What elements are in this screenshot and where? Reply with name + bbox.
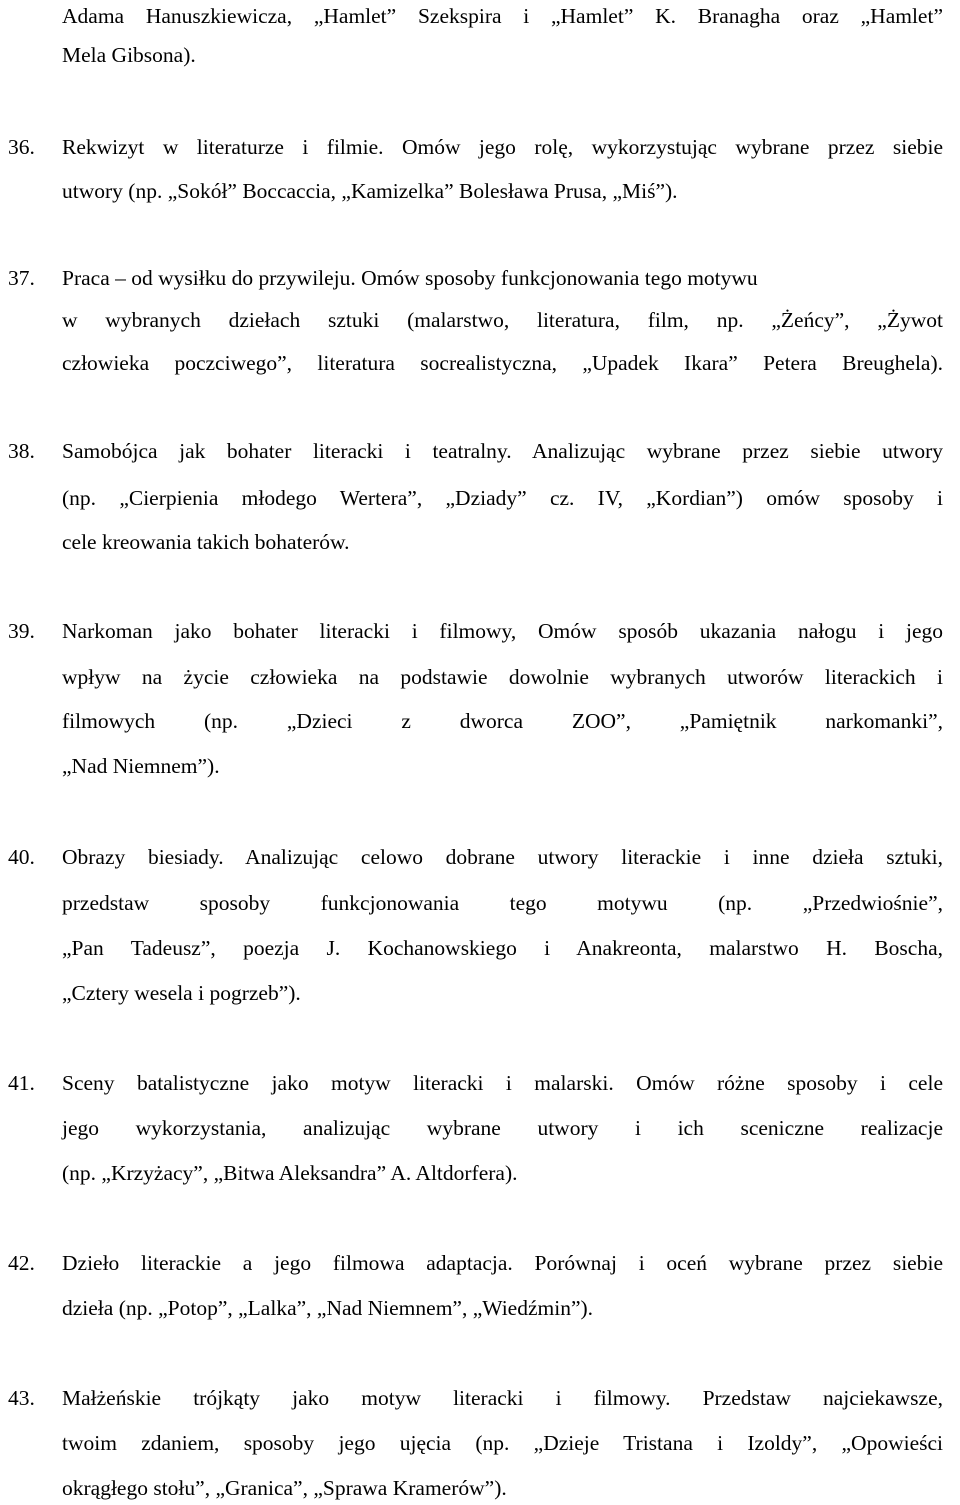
topic-line: twoim zdaniem, sposoby jego ujęcia (np. „Dzieje Tristana i Izoldy”, „Opowieści — [62, 1431, 943, 1455]
topic-line: Narkoman jako bohater literacki i filmowy, Omów sposób ukazania nałogu i jego — [62, 619, 943, 643]
topic-line: człowieka poczciwego”, literatura socrealistyczna, „Upadek Ikara” Petera Breughela). — [62, 351, 943, 375]
topic-line: „Pan Tadeusz”, poezja J. Kochanowskiego i Anakreonta, malarstwo H. Boscha, — [62, 936, 943, 960]
topic-number: 37. — [8, 266, 35, 290]
topic-line: Sceny batalistyczne jako motyw literacki i malarski. Omów różne sposoby i cele — [62, 1071, 943, 1095]
topic-number: 38. — [8, 439, 35, 463]
topic-line: filmowych (np. „Dzieci z dworca ZOO”, „Pamiętnik narkomanki”, — [62, 709, 943, 733]
topic-line: dzieła (np. „Potop”, „Lalka”, „Nad Niemnem”, „Wiedźmin”). — [62, 1296, 594, 1320]
topic-line: utwory (np. „Sokół” Boccaccia, „Kamizelka” Bolesława Prusa, „Miś”). — [62, 179, 678, 203]
topic-line: „Nad Niemnem”). — [62, 754, 220, 778]
topic-number: 40. — [8, 845, 35, 869]
topic-line: Dzieło literackie a jego filmowa adaptacja. Porównaj i oceń wybrane przez siebie — [62, 1251, 943, 1275]
topic-line: Obrazy biesiady. Analizując celowo dobrane utwory literackie i inne dzieła sztuki, — [62, 845, 943, 869]
topic-line: Mela Gibsona). — [62, 43, 196, 67]
topic-number: 39. — [8, 619, 35, 643]
topic-line: Adama Hanuszkiewicza, „Hamlet” Szekspira i „Hamlet” K. Branagha oraz „Hamlet” — [62, 4, 943, 28]
topic-number: 36. — [8, 135, 35, 159]
topic-line: Rekwizyt w literaturze i filmie. Omów jego rolę, wykorzystując wybrane przez siebie — [62, 135, 943, 159]
topic-line: Praca – od wysiłku do przywileju. Omów sposoby funkcjonowania tego motywu — [62, 266, 758, 290]
topic-line: (np. „Krzyżacy”, „Bitwa Aleksandra” A. Altdorfera). — [62, 1161, 518, 1185]
topic-line: cele kreowania takich bohaterów. — [62, 530, 350, 554]
topic-line: „Cztery wesela i pogrzeb”). — [62, 981, 301, 1005]
topic-line: Małżeńskie trójkąty jako motyw literacki i filmowy. Przedstaw najciekawsze, — [62, 1386, 943, 1410]
topic-line: (np. „Cierpienia młodego Wertera”, „Dziady” cz. IV, „Kordian”) omów sposoby i — [62, 486, 943, 510]
topic-line: wpływ na życie człowieka na podstawie dowolnie wybranych utworów literackich i — [62, 665, 943, 689]
topic-number: 43. — [8, 1386, 35, 1410]
topic-line: w wybranych dziełach sztuki (malarstwo, literatura, film, np. „Żeńcy”, „Żywot — [62, 308, 943, 332]
topic-line: jego wykorzystania, analizując wybrane utwory i ich sceniczne realizacje — [62, 1116, 943, 1140]
topic-line: przedstaw sposoby funkcjonowania tego motywu (np. „Przedwiośnie”, — [62, 891, 943, 915]
topic-line: Samobójca jak bohater literacki i teatralny. Analizując wybrane przez siebie utwory — [62, 439, 943, 463]
topic-number: 42. — [8, 1251, 35, 1275]
topic-number: 41. — [8, 1071, 35, 1095]
topic-line: okrągłego stołu”, „Granica”, „Sprawa Kramerów”). — [62, 1476, 507, 1500]
